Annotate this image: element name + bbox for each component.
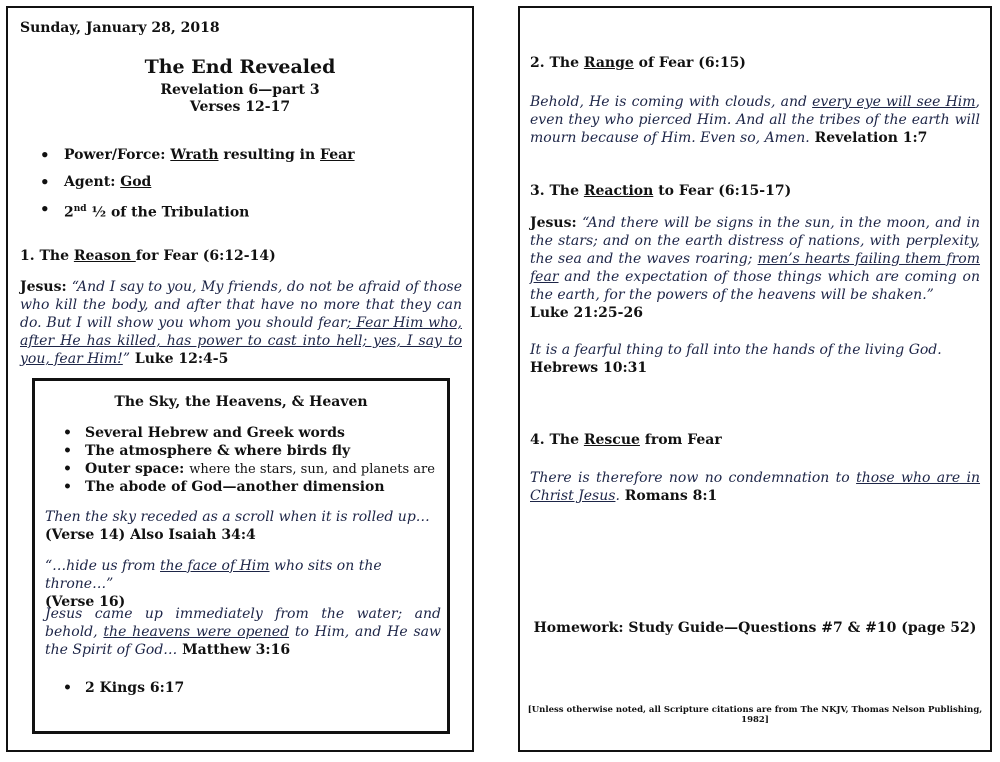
hebrews-quote: It is a fearful thing to fall into the hands of the living God. [530,342,942,358]
section-4-quote: There is therefore now no condemnation to those who are in Christ Jesus. Romans 8:1 [530,470,981,504]
section-3-reference: Luke 21:25-26 [530,305,643,321]
section-2-heading: 2. The Range of Fear (6:15) [530,55,746,71]
date-line: Sunday, January 28, 2018 [20,20,220,36]
box-quote-3: Jesus came up immediately from the water; and behold, the heavens were opened to Him, and He saw the Spirit of God… Matthew 3:16 [45,606,441,658]
box-list [63,424,435,496]
homework-line: Homework: Study Guide—Questions #7 & #10 (page 52) [533,620,977,636]
hebrews-reference: Hebrews 10:31 [530,360,648,376]
sermon-verses: Verses 12-17 [189,99,291,115]
list-item: • Power/Force: Wrath resulting in Fear [40,146,355,173]
list-item: • Agent: God [40,173,355,200]
sermon-title: The End Revealed [144,56,336,78]
list-item: • Several Hebrew and Greek words [63,424,435,442]
section-3-quote: Jesus: “And there will be signs in the sun, in the moon, and in the stars; and on the earth distress of nations, with perplexity, the sea and the waves roaring; men’s hearts failing them from fear and the expectation of those things which are coming on the earth, for the powers of the heavens will be shaken.” [530,215,980,303]
section-3-heading: 3. The Reaction to Fear (6:15-17) [530,183,792,199]
box-title: The Sky, the Heavens, & Heaven [114,394,368,410]
sky-heavens-box [32,378,450,734]
box-list-final [63,679,184,697]
right-page [518,6,992,752]
section-1-heading: 1. The Reason for Fear (6:12-14) [20,248,276,264]
list-item: • The atmosphere & where birds fly [63,442,435,460]
key-points-list [40,146,355,227]
list-item: • The abode of God—another dimension [63,478,435,496]
section-1-quote: Jesus: “And I say to you, My friends, do not be afraid of those who kill the body, and after that have no more that they can do. But I will show you whom you should fear; Fear Him who, after He has killed, has power to cast into hell; yes, I say to you, fear Him!” Luke 12:4-5 [20,279,462,367]
list-item: • Outer space: where the stars, sun, and planets are [63,460,435,478]
footnote: [Unless otherwise noted, all Scripture citations are from The NKJV, Thomas Nelson Publishing, 1982] [527,705,983,725]
section-2-quote: Behold, He is coming with clouds, and every eye will see Him, even they who pierced Him. And all the tribes of the earth will mourn because of Him. Even so, Amen. Revelation 1:7 [530,94,980,146]
box-quote-1: Then the sky receded as a scroll when it is rolled up… (Verse 14) Also Isaiah 34:4 [45,509,430,543]
list-item: • 2 Kings 6:17 [63,679,184,697]
box-quote-2: “…hide us from the face of Him who sits on the throne…” (Verse 16) [45,558,382,610]
left-page [6,6,474,752]
list-item: • 2nd ½ of the Tribulation [40,200,355,227]
section-4-heading: 4. The Rescue from Fear [530,432,722,448]
sermon-subtitle: Revelation 6—part 3 [160,82,320,98]
